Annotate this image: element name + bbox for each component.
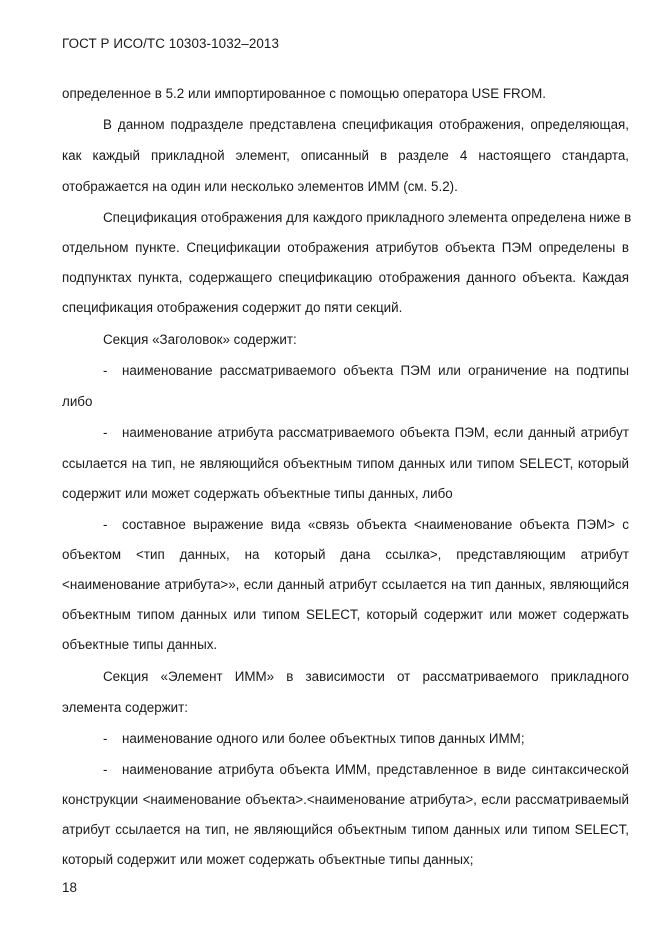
- document-header: ГОСТ Р ИСО/ТС 10303-1032–2013: [62, 36, 280, 51]
- paragraph-first-line: Секция «Заголовок» содержит:: [103, 332, 297, 347]
- list-item-line: наименование атрибута рассматриваемого объекта ПЭМ, если данный атрибут: [122, 425, 629, 440]
- text-line: конструкции <наименование объекта>.<наименование атрибута>, если рассматриваемый: [62, 792, 629, 807]
- text-line: спецификация отображения содержит до пяти секций.: [62, 300, 403, 315]
- text-line: отображается на один или несколько элементов ИММ (см. 5.2).: [62, 179, 458, 194]
- text-line: как каждый прикладной элемент, описанный в разделе 4 настоящего стандарта,: [62, 148, 629, 163]
- paragraph-first-line: В данном подразделе представлена спецификация отображения, определяющая,: [103, 117, 629, 132]
- list-item-line: наименование одного или более объектных типов данных ИММ;: [122, 731, 525, 746]
- paragraph-first-line: Секция «Элемент ИММ» в зависимости от рассматриваемого прикладного: [103, 669, 629, 684]
- text-line: который содержит или может содержать объектные типы данных;: [62, 852, 474, 867]
- list-bullet: -: [103, 363, 108, 378]
- paragraph-first-line: Спецификация отображения для каждого прикладного элемента определена ниже в: [103, 210, 632, 225]
- text-line: отдельном пункте. Спецификации отображения атрибутов объекта ПЭМ определены в: [62, 240, 629, 255]
- list-bullet: -: [103, 731, 108, 746]
- text-line: атрибут ссылается на тип, не являющийся объектным типом данных или типом SELECT,: [62, 822, 629, 837]
- text-line: подпунктах пункта, содержащего спецификацию отображения данного объекта. Каждая: [62, 270, 629, 285]
- text-line: элемента содержит:: [62, 700, 188, 715]
- text-line: либо: [62, 394, 93, 409]
- text-line: <наименование атрибута>», если данный атрибут ссылается на тип данных, являющийся: [62, 577, 629, 592]
- list-item-line: составное выражение вида «связь объекта <наименование объекта ПЭМ> с: [122, 517, 629, 532]
- page-number: 18: [62, 880, 77, 895]
- list-bullet: -: [103, 517, 108, 532]
- list-bullet: -: [103, 762, 108, 777]
- list-item-line: наименование рассматриваемого объекта ПЭМ или ограничение на подтипы: [122, 363, 629, 378]
- text-line: содержит или может содержать объектные типы данных, либо: [62, 486, 453, 501]
- text-line: ссылается на тип, не являющийся объектным типом данных или типом SELECT, который: [62, 456, 629, 471]
- text-line: объектные типы данных.: [62, 637, 218, 652]
- list-item-line: наименование атрибута объекта ИММ, представленное в виде синтаксической: [122, 762, 629, 777]
- text-line: определенное в 5.2 или импортированное с помощью оператора USE FROM.: [62, 86, 547, 101]
- text-line: объектом <тип данных, на который дана ссылка>, представляющим атрибут: [62, 547, 629, 562]
- text-line: объектным типом данных или типом SELECT, который содержит или может содержать: [62, 607, 629, 622]
- list-bullet: -: [103, 425, 108, 440]
